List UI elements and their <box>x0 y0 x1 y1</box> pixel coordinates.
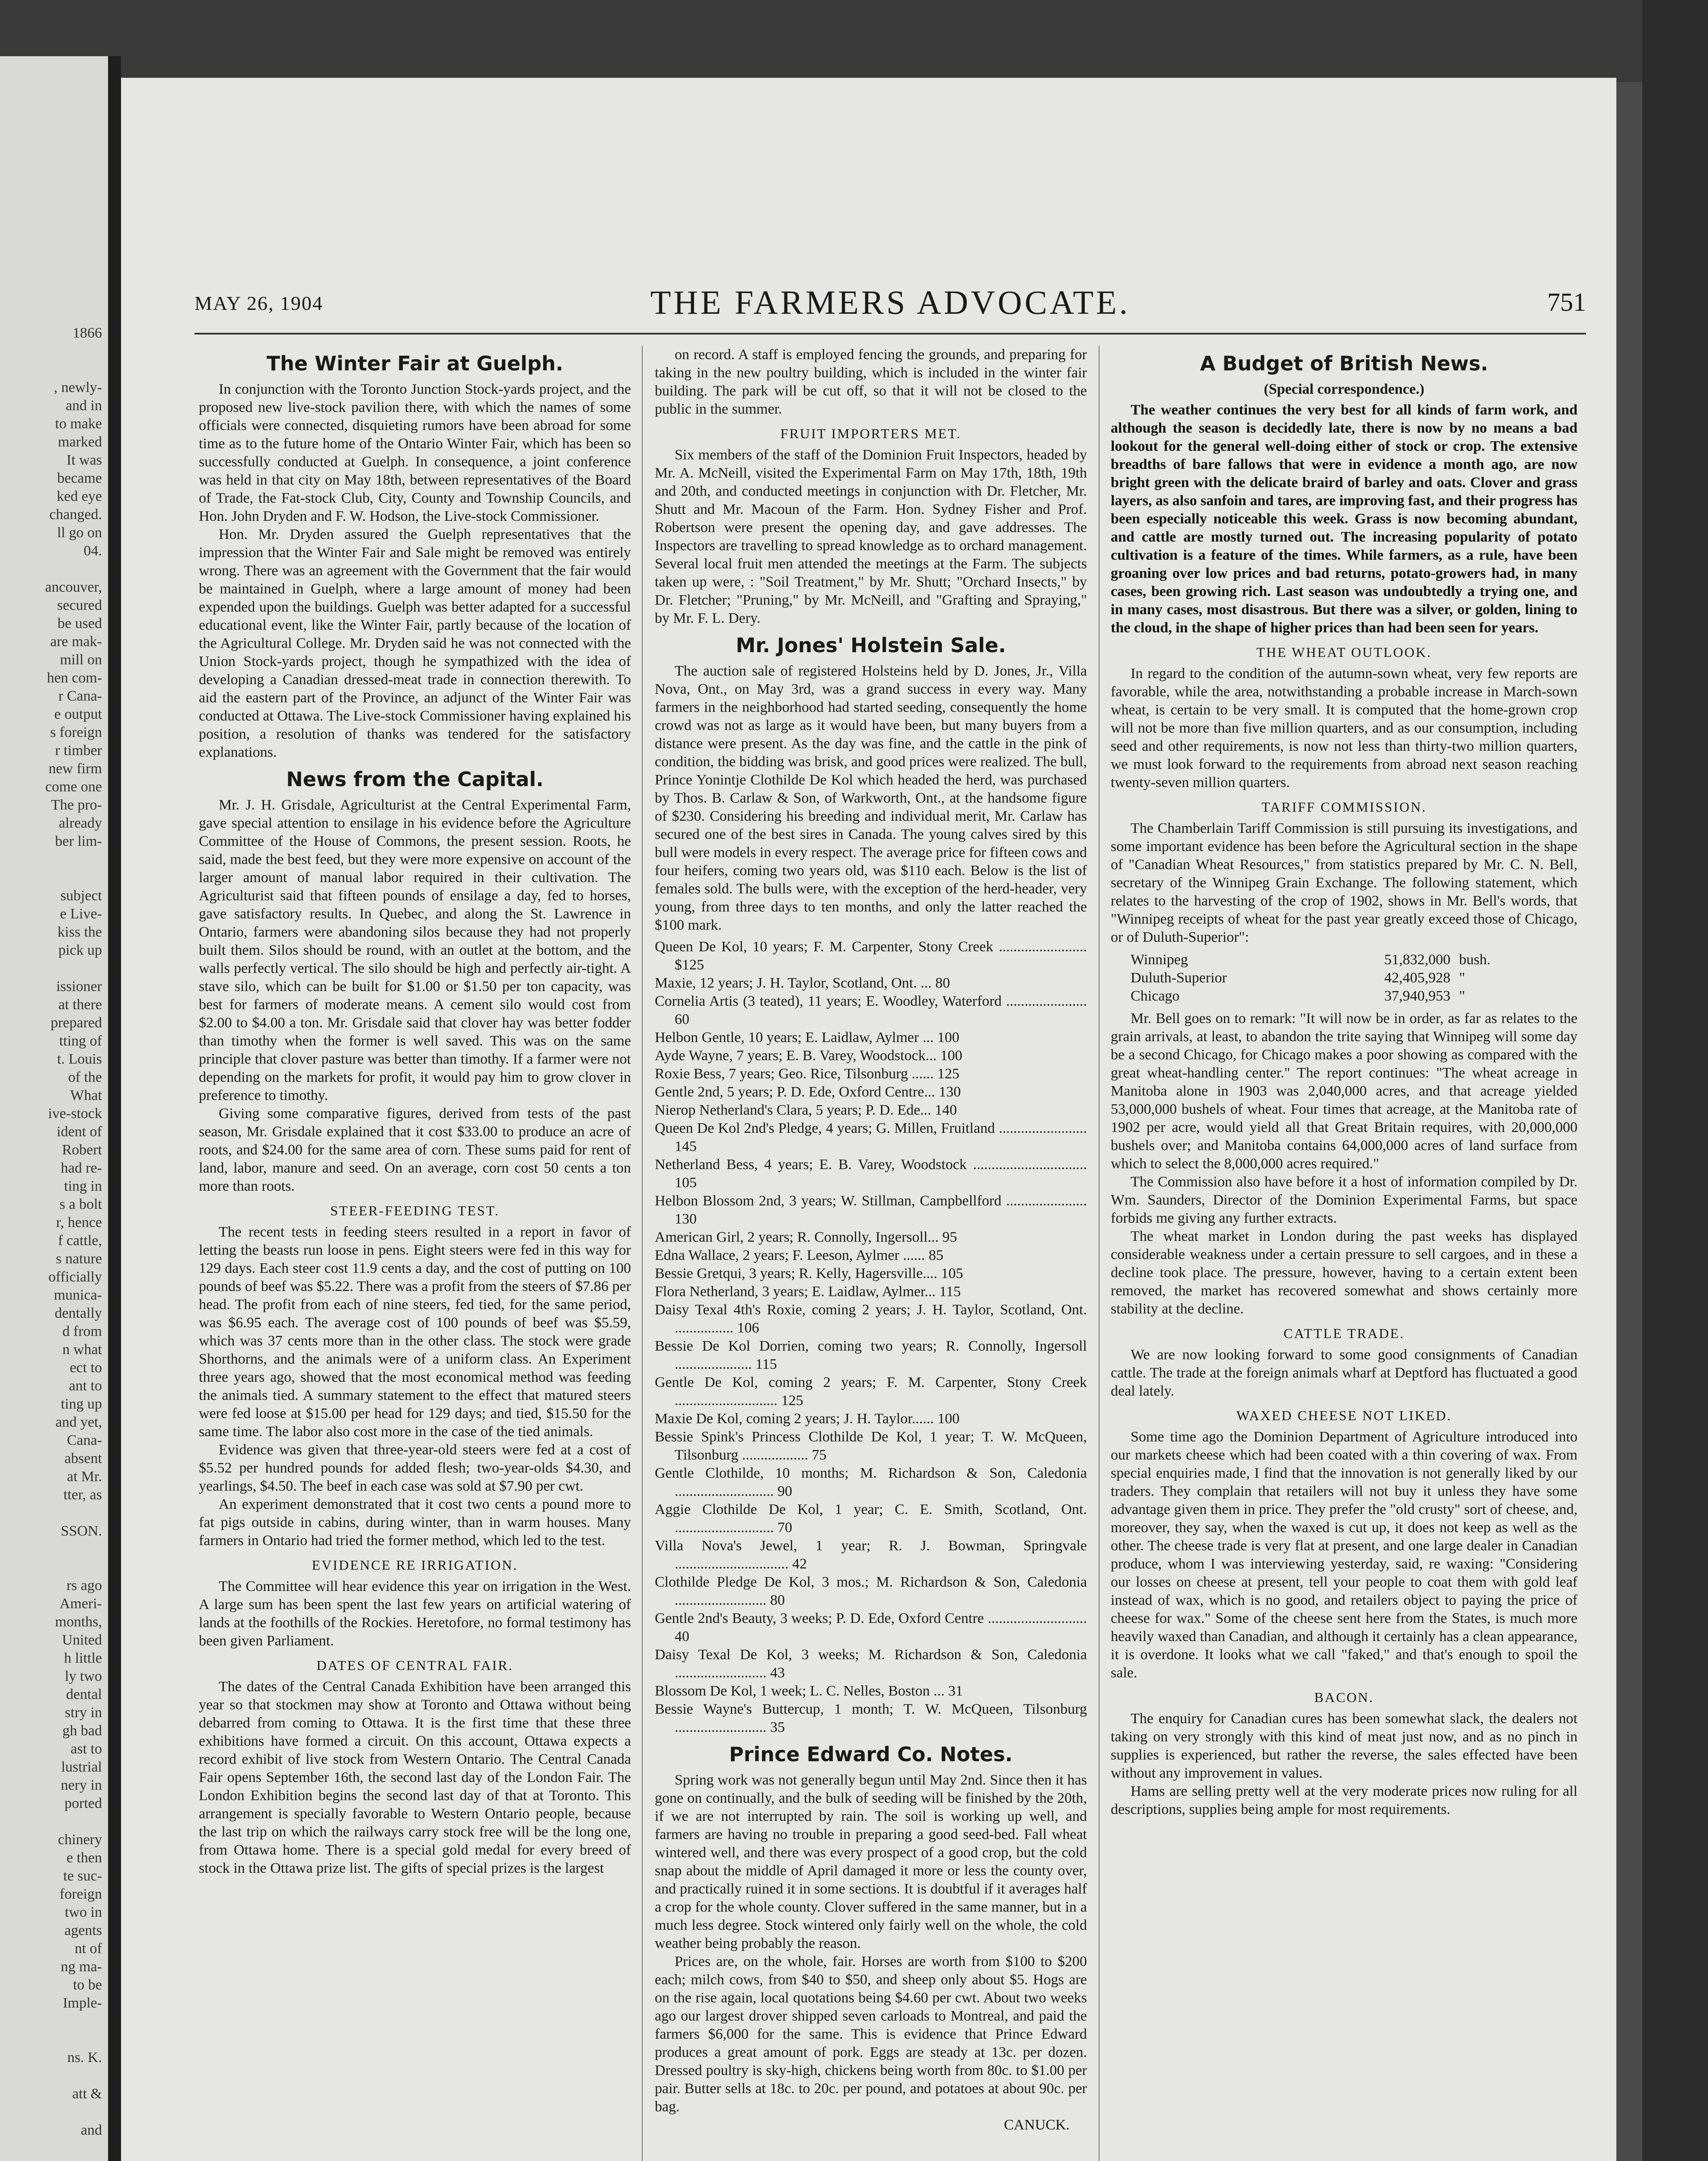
list-item: Villa Nova's Jewel, 1 year; R. J. Bowman, Springvale ............................... 42 <box>655 1538 1087 1572</box>
body-prince-edward <box>655 1771 1087 2116</box>
fragment-line: months, <box>55 1614 102 1630</box>
column-1 <box>199 346 631 1877</box>
fragment-line: marked <box>58 434 102 450</box>
fragment-line <box>3 959 102 978</box>
column-2 <box>655 346 1087 2134</box>
fragment-line: ked eye <box>57 488 102 504</box>
fragment-line: absent <box>64 1450 102 1466</box>
fragment-line: dental <box>66 1686 102 1702</box>
paragraph: Hams are selling pretty well at the very moderate prices now ruling for all descriptions, supplies being ample for most requirements. <box>1111 1783 1577 1817</box>
scan-border-top <box>0 0 1708 82</box>
fragment-line: r timber <box>55 743 102 759</box>
subhead-bacon: BACON. <box>1314 1689 1374 1705</box>
fragment-line: new firm <box>48 761 102 777</box>
headline-winter-fair: The Winter Fair at Guelph. <box>266 352 564 375</box>
fragment-line: gh bad <box>62 1723 102 1739</box>
fragment-line <box>3 360 102 379</box>
fragment-line: became <box>57 470 102 486</box>
fragment-line: ll go on <box>57 525 102 541</box>
fragment-line: are mak- <box>50 634 102 650</box>
fragment-line: officially <box>48 1269 102 1285</box>
list-item: Gentle 2nd, 5 years; P. D. Ede, Oxford Centre... 130 <box>655 1084 961 1100</box>
fragment-line: s a bolt <box>59 1196 102 1212</box>
fragment-line: , newly- <box>54 379 102 395</box>
stat-value: 37,940,953 <box>1384 988 1450 1004</box>
page-gutter <box>108 56 121 2161</box>
page-header <box>194 274 1586 326</box>
paragraph: Six members of the staff of the Dominion Fruit Inspectors, headed by Mr. A. McNeill, visited the Experimental Farm on May 17th, 18th, 19th and 20th, and conducted meetings in conjunction with Dr. Fletcher, Mr. Shutt and Mr. Macoun of the Farm. Hon. Sydney Fisher and Prof. Robertson were present the opening day, and gave addresses. The Inspectors are travelling to spread knowledge as to orchard management. Several local fruit men attended the meetings at the Farm. The subjects taken up were, : "Soil Treatment," by Mr. Shutt; "Orchard Insects," by Dr. Fletcher; "Pruning," by Mr. McNeill, and "Grafting and Spraying," by Mr. F. L. Dery. <box>655 447 1087 626</box>
list-item: Daisy Texal 4th's Roxie, coming 2 years; J. H. Taylor, Scotland, Ont. ................ 106 <box>655 1302 1087 1336</box>
list-item: Bessie De Kol Dorrien, coming two years; R. Connolly, Ingersoll ..................... 115 <box>655 1338 1087 1372</box>
wheat-receipts-table <box>1111 951 1577 1005</box>
previous-page-fragment <box>0 56 108 2161</box>
list-item: Clothilde Pledge De Kol, 3 mos.; M. Richardson & Son, Caledonia ......................... 80 <box>655 1574 1087 1608</box>
fragment-line: foreign <box>59 1886 102 1902</box>
fragment-line: nery in <box>61 1777 102 1793</box>
paragraph: The Commission also have before it a host of information compiled by Dr. Wm. Saunders, Director of the Dominion Experimental Farms, but space forbids me giving any further extracts. <box>1111 1174 1577 1226</box>
paragraph: The Chamberlain Tariff Commission is still pursuing its investigations, and some important evidence has been before the Agricultural section in the shape of "Canadian Wheat Resources," from statistics prepared by Mr. C. N. Bell, secretary of the Winnipeg Grain Exchange. The following statement, which relates to the harvesting of the crop of 1902, shows in Mr. Bell's words, that "Winnipeg receipts of wheat for the past year greatly exceed those of Chicago, or of Duluth-Superior": <box>1111 820 1577 945</box>
paragraph: Hon. Mr. Dryden assured the Guelph representatives that the impression that the Winter Fair and Sale might be removed was entirely wrong. There was an agreement with the Government that the fair would be maintained in Guelph, where a large amount of money had been expended upon the buildings. Guelph was better adapted for a successful educational event, like the Winter Fair, partly because of the location of the Agricultural College. Mr. Dryden said he was not connected with the Union Stock-yards project, though he sympathized with the idea of developing a Canadian dressed-meat trade in connection therewith. To aid the eastern part of the Province, an adjunct of the Winter Fair was conducted at Ottawa. The Live-stock Commissioner having explained his position, a resolution of thanks was tendered for the satisfactory explanations. <box>199 526 631 760</box>
fragment-line: agents <box>64 1922 102 1938</box>
list-item: Aggie Clothilde De Kol, 1 year; C. E. Smith, Scotland, Ont. ........................... 70 <box>655 1501 1087 1536</box>
paragraph: The auction sale of registered Holsteins held by D. Jones, Jr., Villa Nova, Ont., on May 3rd, was a grand success in every way. Many farmers in the neighborhood had started seeding, consequently the home crowd was not as large as it would have been, but many buyers from a distance were present. As the day was fine, and the cattle in the pink of condition, the bidding was brisk, and good prices were realized. The bull, Prince Yonintje Clothilde De Kol which headed the herd, was purchased by Thos. B. Carlaw & Son, of Warkworth, Ont., at the handsome figure of $230. Considering his breeding and individual merit, Mr. Carlaw has secured one of the best sires in Canada. The young calves sired by this bull were models in every respect. The average price for fifteen cows and four heifers, coming two years old, was $110 each. Below is the list of females sold. The bulls were, with the exception of the herd-header, very young, from three days to ten months, and only the latter reached the $100 mark. <box>655 663 1087 933</box>
fragment-line: ns. K. <box>67 2049 102 2065</box>
paragraph: on record. A staff is employed fencing the grounds, and preparing for taking in the new poultry building, which is included in the winter fair building. The park will be cut off, so that it will not be closed to the public in the summer. <box>655 347 1087 417</box>
list-item: Bessie Spink's Princess Clothilde De Kol, 1 year; T. W. McQueen, Tilsonburg .................. 75 <box>655 1429 1087 1463</box>
fragment-line: ng ma- <box>61 1959 102 1975</box>
article-winter-fair <box>199 352 631 762</box>
fragment-line: United <box>62 1632 102 1648</box>
paragraph: The wheat market in London during the past weeks has displayed considerable weakness under a certain pressure to sell cargoes, and in these a decline took place. The pressure, however, having to a certain extent been removed, the market has recovered somewhat and shows certainly more stability at the decline. <box>1111 1228 1577 1317</box>
paragraph: In regard to the condition of the autumn-sown wheat, very few reports are favorable, while the area, notwithstanding a probable increase in March-sown wheat, is certain to be very small. It is computed that the home-grown crop will not be more than five million quarters, and as our consumption, including seed and other requirements, is now not less than thirty-two million quarters, we must look forward to the requirements from abroad next season reaching twenty-seven million quarters. <box>1111 666 1577 790</box>
column-3 <box>1111 346 1577 1819</box>
fragment-line: chinery <box>58 1832 102 1848</box>
list-item: Bessie Wayne's Buttercup, 1 month; T. W. McQueen, Tilsonburg ......................... 35 <box>655 1701 1087 1735</box>
list-item: Helbon Gentle, 10 years; E. Laidlaw, Aylmer ... 100 <box>655 1030 959 1045</box>
fragment-line: ast to <box>70 1741 102 1757</box>
subhead-tariff-commission: TARIFF COMMISSION. <box>1261 799 1427 815</box>
list-item: Helbon Blossom 2nd, 3 years; W. Stillman, Campbellford ...................... 130 <box>655 1193 1087 1227</box>
fragment-line: at there <box>58 997 102 1013</box>
fragment-line: subject <box>60 888 102 904</box>
fragment-line <box>3 2067 102 2085</box>
fragment-line <box>3 2158 102 2161</box>
stat-unit: " <box>1459 988 1465 1004</box>
list-item: Ayde Wayne, 7 years; E. B. Varey, Woodstock... 100 <box>655 1048 962 1064</box>
fragment-line: mill on <box>60 652 102 668</box>
stat-label: Duluth-Superior <box>1131 970 1227 986</box>
table-row <box>1111 951 1577 969</box>
fragment-line: tting of <box>59 1033 102 1049</box>
fragment-line: come one <box>45 779 102 795</box>
list-item: Queen De Kol 2nd's Pledge, 4 years; G. Millen, Fruitland ........................ 145 <box>655 1120 1087 1154</box>
list-item: Gentle Clothilde, 10 months; M. Richardson & Son, Caledonia ........................... 90 <box>655 1465 1087 1499</box>
paragraph: The weather continues the very best for all kinds of farm work, and although the season is decidedly late, there is now by no means a bad lookout for the general well-doing either of stock or crop. The extensive breadths of bare fallows that were in evidence a month ago, are now bright green with the delicate braird of barley and oats. Clover and grass layers, as also sanfoin and tares, are improving fast, and their progress has been especially noticeable this week. Grass is now becoming abundant, and cattle are mostly turned out. The increasing popularity of potato cultivation is a feature of the times. While farmers, as a rule, have been groaning over low prices and bad returns, potato-growers had, in many cases, been growing rich. Last season was undoubtedly a trying one, and in many cases, most disastrous. But there was a silver, or golden, lining to the cloud, in the shape of higher prices than had been seen for years. <box>1111 402 1577 636</box>
fragment-line: Ameri- <box>59 1596 102 1612</box>
fragment-line: ive-stock <box>48 1106 102 1122</box>
fragment-line: tter, as <box>63 1487 102 1503</box>
fragment-line: ly two <box>65 1668 102 1684</box>
fragment-line: Imple- <box>63 1995 102 2011</box>
fragment-line <box>3 1559 102 1577</box>
paragraph: Evidence was given that three-year-old steers were fed at a cost of $5.52 per hundred pounds for added flesh; two-year-olds $4.30, and yearlings, $4.50. The beef in each case was sold at $7.90 per cwt. <box>199 1442 631 1494</box>
fragment-line: hen com- <box>47 670 102 686</box>
fragment-line: and <box>80 2122 102 2138</box>
fragment-line: ting in <box>64 1178 102 1194</box>
list-item: Blossom De Kol, 1 week; L. C. Nelles, Boston ... 31 <box>655 1683 963 1699</box>
body-irrigation <box>199 1578 631 1650</box>
headline-prince-edward: Prince Edward Co. Notes. <box>729 1743 1013 1766</box>
stat-label: Chicago <box>1131 988 1180 1004</box>
paragraph: The recent tests in feeding steers resulted in a report in favor of letting the beasts run loose in pens. Eight steers were fed in this way for 129 days. Each steer cost 11.9 cents a day, and the cost of putting on 100 pounds of beef was $5.22. There was a profit from the steers of $7.86 per head. The profit from each of nine steers, fed tied, for the same period, was $6.95 each. The average cost of 100 pounds of beef was $5.59, which was 37 cents more than in the other class. The stock were grade Shorthorns, and the animals were of a uniform class. An Experiment three years ago, showed that the most economical method was feeding the animals tied. A summary statement to the effect that matured steers were fed loose at $15.00 per head for 129 days; and tied, $15.50 for the same time. The labor also cost more in the case of the tied animals. <box>199 1224 631 1440</box>
fragment-line <box>3 560 102 578</box>
paragraph: Prices are, on the whole, fair. Horses are worth from $100 to $200 each; milch cows, from $40 to $50, and sheep only about $5. Hogs are on the rise again, local quotations being $4.60 per cwt. About two weeks ago our largest drover shipped seven carloads to Montreal, and paid the farmers $6,000 for the same. This is evidence that Prince Edward produces a great amount of pork. Eggs are steady at 13c. per dozen. Dressed poultry is sky-high, chickens being worth from 80c. to $1.00 per pair. Butter sells at 18c. to 20c. per pound, and potatoes at about 90c. per bag. <box>655 1954 1087 2115</box>
paragraph: Mr. Bell goes on to remark: "It will now be in order, as far as relates to the grain arrivals, at least, to abandon the trite saying that Winnipeg will some day be a second Chicago, for Chicago makes a poor showing as compared with the great wheat-handling center." The report continues: "The wheat acreage in Manitoba alone in 1903 was 2,040,000 acres, and that acreage yielded 53,000,000 bushels of wheat. Four times that acreage, at the Manitoba rate of 1902 per acre, would yield all that Great Britain requires, with 20,000,000 bushels over; and Manitoba contains 64,000,000 acres of land surface from which to select the 8,000,000 acres required." <box>1111 1010 1577 1172</box>
fragment-line: already <box>58 815 102 831</box>
fragment-line: It was <box>66 452 102 468</box>
list-item: Maxie, 12 years; J. H. Taylor, Scotland, Ont. ... 80 <box>655 975 950 991</box>
body-cattle-trade <box>1111 1346 1577 1400</box>
fragment-line: 04. <box>83 543 102 559</box>
list-item: Maxie De Kol, coming 2 years; J. H. Taylor...... 100 <box>655 1411 960 1427</box>
stat-unit: bush. <box>1459 952 1491 968</box>
list-item: Queen De Kol, 10 years; F. M. Carpenter, Stony Creek ........................ $125 <box>655 939 1087 973</box>
fragment-line: d from <box>62 1323 102 1339</box>
paragraph: Spring work was not generally begun until May 2nd. Since then it has gone on continually, and the bulk of seeding will be finished by the 20th, if we are not interrupted by rain. The soil is working up well, and farmers are having no trouble in preparing a good seed-bed. Fall wheat wintered well, and there was every prospect of a good crop, but the cold snap about the middle of April damaged it more or less the county over, and practically ruined it in some sections. It is doubtful if it averages half a crop for the whole county. Clover suffered in the same manner, but in a much less degree. Stock wintered only fairly well on the whole, the cold weather being probably the reason. <box>655 1772 1087 1951</box>
paragraph: Mr. J. H. Grisdale, Agriculturist at the Central Experimental Farm, gave special attention to ensilage in his evidence before the Agriculture Committee of the House of Commons, the present session. Roots, he said, made the best feed, but they were more expensive on account of the larger amount of manual labor required in their cultivation. The Agriculturist said that fifteen pounds of ensilage a day, fed to horses, gave satisfactory results. In Quebec, and along the St. Lawrence in Ontario, farmers were abandoning silos because they had not properly built them. Silos should be round, with an outlet at the bottom, and the walls perfectly vertical. The silo should be high and perfectly air-tight. A stave silo, which can be built for $1.00 or $1.50 per ton capacity, was best for farmers of moderate means. A cement silo would cost from $2.00 to $4.00 a ton. Mr. Grisdale said that clover hay was better fodder than timothy when the former is well saved. This was on the same principle that clover pasture was better than timothy. If a farmer were not depending on the markets for profit, it would pay him to grow clover in preference to timothy. <box>199 797 631 1103</box>
fragment-line: SSON. <box>61 1523 102 1539</box>
list-item: Bessie Gretqui, 3 years; R. Kelly, Hagersville.... 105 <box>655 1265 963 1281</box>
stat-label: Winnipeg <box>1131 952 1188 968</box>
headline-news-capital: News from the Capital. <box>286 768 544 791</box>
list-item: Edna Wallace, 2 years; F. Leeson, Aylmer ...... 85 <box>655 1247 943 1263</box>
fragment-line <box>3 851 102 869</box>
masthead-title: THE FARMERS ADVOCATE. <box>650 284 1131 321</box>
column-rule-1 <box>642 346 643 2161</box>
paragraph: An experiment demonstrated that it cost two cents a pound more to fat pigs outside in cabins, during winter, than in warm houses. Many farmers in Ontario had tried the former method, which led to the test. <box>199 1496 631 1549</box>
stat-unit: " <box>1459 970 1465 986</box>
body-winter-fair <box>199 380 631 762</box>
previous-page-text <box>3 324 102 2161</box>
paragraph: We are now looking forward to some good consignments of Canadian cattle. The trade at the foreign animals wharf at Deptford has fluctuated a good deal lately. <box>1111 1347 1577 1399</box>
headline-british-news: A Budget of British News. <box>1200 352 1488 375</box>
fragment-line: e Live- <box>60 906 102 922</box>
sale-list <box>655 938 1087 1737</box>
body-wheat-outlook <box>1111 665 1577 792</box>
subhead-central-fair: DATES OF CENTRAL FAIR. <box>316 1657 513 1673</box>
body-fruit-importers <box>655 446 1087 628</box>
fragment-line: pick up <box>58 942 102 958</box>
issue-date: MAY 26, 1904 <box>194 292 323 314</box>
page-number: 751 <box>1547 288 1586 316</box>
fragment-line: ting up <box>61 1396 102 1412</box>
fragment-line: ber lim- <box>55 833 102 849</box>
subhead-wheat-outlook: THE WHEAT OUTLOOK. <box>1256 644 1432 660</box>
body-bacon <box>1111 1710 1577 1819</box>
list-item: Gentle 2nd's Beauty, 3 weeks; P. D. Ede, Oxford Centre ........................... 40 <box>655 1610 1087 1645</box>
fragment-line: ancouver, <box>45 579 102 595</box>
list-item: Netherland Bess, 4 years; E. B. Varey, Woodstock ............................... 105 <box>655 1157 1087 1191</box>
article-holstein-sale <box>655 634 1087 1737</box>
paragraph: In conjunction with the Toronto Junction Stock-yards project, and the proposed new live-stock pavilion there, with which the names of some officials were connected, disquieting rumors have been abroad for some time as to the future home of the Ontario Winter Fair, which has been so successfully conducted at Guelph. In consequence, a joint conference was held in that city on May 18th, between representatives of the Board of Trade, the Fat-stock Club, City, County and Township Councils, and Hon. John Dryden and F. W. Hodson, the Live-stock Commissioner. <box>199 381 631 524</box>
fragment-line: r Cana- <box>58 688 102 704</box>
table-row <box>1111 987 1577 1005</box>
fragment-line: 1866 <box>73 325 102 341</box>
subhead-fruit-importers: FRUIT IMPORTERS MET. <box>780 426 962 441</box>
fragment-line: of the <box>68 1069 102 1085</box>
fragment-line: issioner <box>56 979 102 994</box>
body-tariff-after <box>1111 1010 1577 1318</box>
fragment-line: e then <box>66 1850 102 1866</box>
fragment-line: to make <box>55 416 102 432</box>
body-holstein-sale <box>655 662 1087 934</box>
fragment-line: f cattle, <box>58 1233 102 1249</box>
fragment-line: be used <box>57 615 102 631</box>
stat-value: 51,832,000 <box>1384 952 1450 968</box>
fragment-line: to be <box>73 1977 102 1993</box>
fragment-line: Cana- <box>67 1432 102 1448</box>
fragment-line: s foreign <box>50 724 102 740</box>
fragment-line: municа- <box>54 1287 102 1303</box>
stat-value: 42,405,928 <box>1384 970 1450 986</box>
fragment-line: ident of <box>57 1124 102 1140</box>
fragment-line <box>3 2030 102 2049</box>
body-waxed-cheese <box>1111 1428 1577 1682</box>
fragment-line: and in <box>65 398 102 414</box>
headline-holstein-sale: Mr. Jones' Holstein Sale. <box>736 634 1006 657</box>
fragment-line: and yet, <box>55 1414 102 1430</box>
list-item: Nierop Netherland's Clara, 5 years; P. D. Ede... 140 <box>655 1102 957 1118</box>
fragment-line: h little <box>64 1650 102 1666</box>
fragment-line: changed. <box>49 507 102 523</box>
subtitle-correspondence: (Special correspondence.) <box>1264 381 1424 397</box>
body-central-fair <box>199 1678 631 1877</box>
header-rule <box>194 333 1586 335</box>
body-steer-feeding <box>199 1223 631 1550</box>
list-item: Roxie Bess, 7 years; Geo. Rice, Tilsonburg ...... 125 <box>655 1066 959 1082</box>
newspaper-page <box>121 78 1616 2161</box>
fragment-line: What <box>70 1087 102 1103</box>
paragraph: The Committee will hear evidence this year on irrigation in the West. A large sum has been spent the last few years on artificial watering of lands at the foothills of the Rockies. Heretofore, no formal testimony has been given Parliament. <box>199 1578 631 1649</box>
fragment-line: kiss the <box>57 924 102 940</box>
list-item: American Girl, 2 years; R. Connolly, Ingersoll... 95 <box>655 1229 957 1245</box>
subhead-cattle-trade: CATTLE TRADE. <box>1283 1326 1405 1341</box>
fragment-line: rs ago <box>66 1578 102 1594</box>
fragment-line: two in <box>65 1904 102 1920</box>
fragment-line: ect to <box>70 1360 102 1376</box>
body-capital-continued <box>655 346 1087 418</box>
subhead-waxed-cheese: WAXED CHEESE NOT LIKED. <box>1236 1408 1452 1423</box>
list-item: Flora Netherland, 3 years; E. Laidlaw, Aylmer... 115 <box>655 1284 961 1300</box>
fragment-line: att & <box>72 2086 102 2102</box>
article-british-news <box>1111 352 1577 1819</box>
fragment-line: prepared <box>51 1015 102 1031</box>
table-row <box>1111 969 1577 987</box>
fragment-line: at Mr. <box>67 1469 102 1485</box>
fragment-line: secured <box>57 597 102 613</box>
fragment-line: r, hence <box>56 1214 102 1230</box>
subhead-irrigation: EVIDENCE RE IRRIGATION. <box>312 1557 518 1573</box>
fragment-line: nt of <box>74 1941 102 1957</box>
scan-border-right <box>1642 0 1708 2161</box>
fragment-line: The pro- <box>51 797 102 813</box>
article-prince-edward <box>655 1743 1087 2134</box>
fragment-line: n what <box>62 1342 102 1358</box>
fragment-line: s nature <box>56 1251 102 1267</box>
fragment-line: stry in <box>65 1705 102 1721</box>
list-item: Gentle De Kol, coming 2 years; F. M. Carpenter, Stony Creek ............................ 125 <box>655 1374 1087 1409</box>
fragment-line <box>3 1540 102 1559</box>
body-news-capital <box>199 796 631 1195</box>
paragraph: Giving some comparative figures, derived from tests of the past season, Mr. Grisdale explained that it cost $33.00 to produce an acre of roots, and $24.00 for the same area of corn. These sums paid for rent of land, labor, manure and seed. On an average, corn cost 50 cents a ton more than roots. <box>199 1106 631 1194</box>
fragment-line: lustrial <box>61 1759 102 1775</box>
fragment-line <box>3 2103 102 2121</box>
fragment-line <box>3 1813 102 1831</box>
fragment-line <box>3 869 102 887</box>
fragment-line <box>3 2012 102 2030</box>
fragment-line: ported <box>64 1795 102 1811</box>
body-british-news <box>1111 401 1577 637</box>
fragment-line: e output <box>54 706 102 722</box>
signature-canuck: CANUCK. <box>1004 2117 1070 2133</box>
article-news-capital <box>199 768 631 1877</box>
fragment-line: ant to <box>69 1378 102 1394</box>
fragment-line <box>3 1504 102 1522</box>
fragment-line: dentally <box>54 1305 102 1321</box>
list-item: Cornelia Artis (3 teated), 11 years; E. Woodley, Waterford ...................... 60 <box>655 993 1087 1027</box>
fragment-line: t. Louis <box>57 1051 102 1067</box>
fragment-line: Robert <box>62 1142 102 1158</box>
subhead-steer-feeding: STEER-FEEDING TEST. <box>330 1203 500 1218</box>
fragment-line <box>3 2139 102 2158</box>
list-item: Daisy Texal De Kol, 3 weeks; M. Richardson & Son, Caledonia ......................... 43 <box>655 1647 1087 1681</box>
fragment-line: had re- <box>61 1160 102 1176</box>
paragraph: The enquiry for Canadian cures has been somewhat slack, the dealers not taking on very strongly with this kind of meat just now, and as no pinch in supplies is experienced, but rather the reverse, the sales effected have been without any improvement in values. <box>1111 1711 1577 1781</box>
paragraph: Some time ago the Dominion Department of Agriculture introduced into our markets cheese which had been coated with a thin covering of wax. From special enquiries made, I find that the innovation is not generally liked by our traders. They complain that retailers will not buy it unless they have some advantage given them in price. They prefer the "old crusty" sort of cheese, and, moreover, they say, when the waxed is cut up, it does not keep as well as the other. The cheese trade is very flat at present, and one large dealer in Canadian produce, whom I was interviewing yesterday, said, re waxing: "Considering our losses on cheese at present, tell your people to coat them with gold leaf instead of wax, which is no good, and retailers object to paying the price of cheese for wax." Some of the cheese sent here from the States, is much more heavily waxed than Canadian, and although it certainly has a clean appearance, it is overdone. It looks what we call "faked," and that's enough to spoil the sale. <box>1111 1429 1577 1681</box>
body-tariff-before <box>1111 819 1577 947</box>
fragment-line <box>3 342 102 360</box>
fragment-line: te suc- <box>63 1868 102 1884</box>
paragraph: The dates of the Central Canada Exhibition have been arranged this year so that stockmen may show at Toronto and Ottawa without being debarred from coming to Ottawa. It is the first time that these three exhibitions have formed a circuit. On this account, Ottawa expects a record exhibit of live stock from Western Ontario. The Central Canada Fair opens September 16th, the second last day of the London Fair. The London Exhibition begins the second last day of that at Toronto. This arrangement is specially favorable to Western Ontario people, because the last trip on which the railways carry stock free will be the long one, from Ottawa home. There is a special gold medal for every breed of stock in the Ottawa prize list. The gifts of special prizes is the largest <box>199 1679 631 1876</box>
